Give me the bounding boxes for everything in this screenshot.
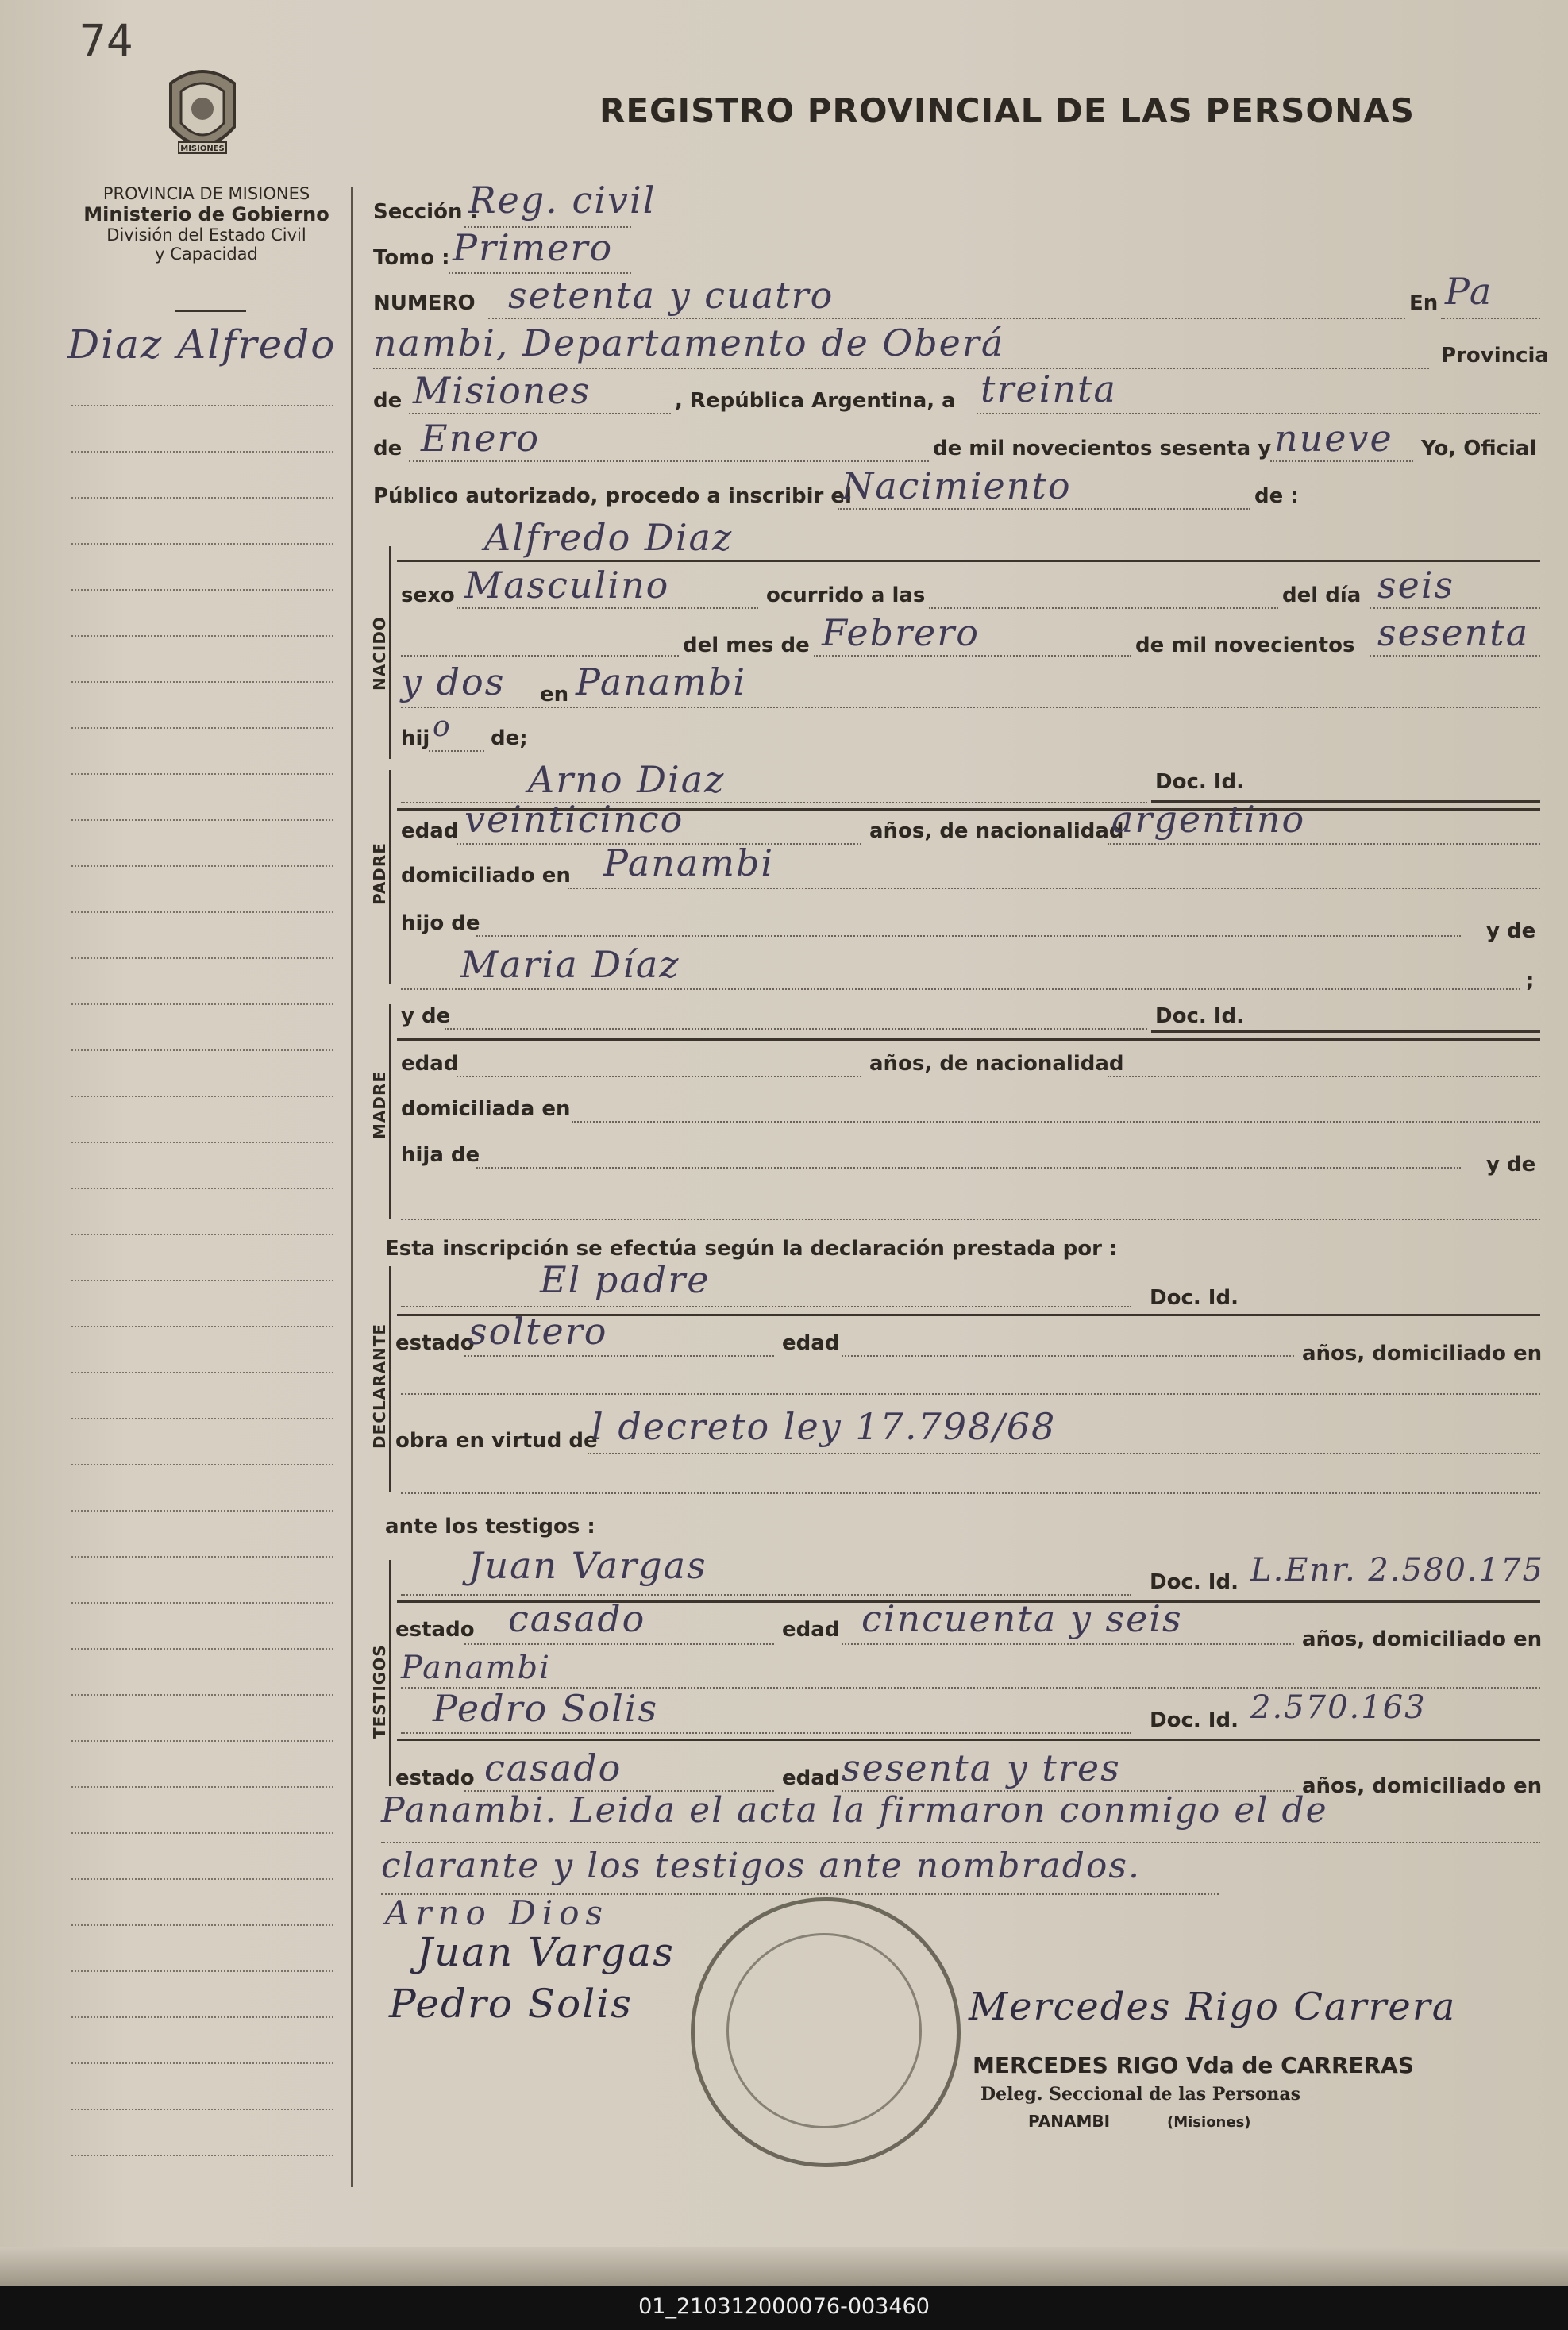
org-divider bbox=[175, 310, 246, 312]
rule bbox=[476, 1167, 1461, 1169]
footer-id: 01_210312000076-003460 bbox=[638, 2294, 930, 2319]
padre-bracket bbox=[389, 770, 391, 984]
margin-rule bbox=[71, 1049, 333, 1051]
hijo-label: hij bbox=[401, 726, 430, 750]
madre-hija-label: hija de bbox=[401, 1143, 480, 1167]
margin-rule bbox=[71, 1832, 333, 1834]
declarante-estado-value: soltero bbox=[468, 1310, 608, 1353]
nacido-section-label: NACIDO bbox=[370, 616, 389, 691]
column-divider bbox=[351, 187, 353, 2187]
margin-rule bbox=[71, 911, 333, 913]
padre-doc-label: Doc. Id. bbox=[1155, 770, 1244, 794]
del-mes-label: del mes de bbox=[683, 634, 810, 657]
crest-text: MISIONES bbox=[180, 144, 225, 153]
signature-testigo-2: Pedro Solis bbox=[389, 1981, 633, 2027]
de-label: de bbox=[373, 389, 403, 413]
margin-rule bbox=[71, 1326, 333, 1327]
margin-rule bbox=[71, 1142, 333, 1143]
margin-rule bbox=[71, 1740, 333, 1742]
rule bbox=[401, 1732, 1131, 1734]
rule bbox=[401, 1594, 1131, 1596]
anio-label: de mil novecientos sesenta y bbox=[933, 437, 1272, 460]
margin-rule bbox=[71, 865, 333, 867]
margin-rule bbox=[71, 1786, 333, 1788]
acto-value: Nacimiento bbox=[842, 464, 1072, 507]
margin-rule bbox=[71, 1280, 333, 1281]
tomo-label: Tomo : bbox=[373, 246, 450, 270]
margin-rule bbox=[71, 773, 333, 775]
rule bbox=[401, 1393, 1540, 1395]
rule bbox=[1151, 1030, 1540, 1033]
closing-line-1: Panambi. Leida el acta la firmaron conmigo el de bbox=[381, 1790, 1328, 1831]
declarante-bracket bbox=[389, 1266, 391, 1492]
padre-hijo-label: hijo de bbox=[401, 911, 480, 935]
publico-label: Público autorizado, procedo a inscribir el bbox=[373, 484, 852, 508]
margin-rule bbox=[71, 497, 333, 499]
del-dia-label: del día bbox=[1282, 583, 1362, 607]
provincial-crest-icon bbox=[159, 60, 246, 167]
rule bbox=[401, 1492, 1540, 1494]
margin-rule bbox=[71, 1878, 333, 1880]
signature-testigo-1: Juan Vargas bbox=[417, 1929, 675, 1975]
margin-rule bbox=[71, 2016, 333, 2018]
official-round-seal bbox=[691, 1897, 961, 2167]
padre-section-label: PADRE bbox=[370, 842, 389, 905]
rule bbox=[401, 655, 679, 657]
padre-madre-nombre: Maria Díaz bbox=[460, 943, 680, 986]
seccion-label: Sección : bbox=[373, 200, 478, 224]
margin-rule bbox=[71, 2062, 333, 2064]
rule bbox=[929, 607, 1278, 609]
seccion-value: Reg. civil bbox=[468, 179, 657, 221]
seal-inner-ring bbox=[726, 1933, 922, 2128]
rule bbox=[977, 413, 1540, 414]
margin-rule bbox=[71, 405, 333, 406]
closing-line-2: clarante y los testigos ante nombrados. bbox=[381, 1846, 1141, 1886]
rule bbox=[381, 1842, 1540, 1843]
testigos-bracket bbox=[389, 1560, 391, 1786]
margin-rule bbox=[71, 1602, 333, 1604]
mes-value: Enero bbox=[421, 417, 541, 460]
sexo-value: Masculino bbox=[464, 564, 670, 607]
rule bbox=[1370, 655, 1540, 657]
sexo-label: sexo bbox=[401, 583, 455, 607]
rule bbox=[568, 888, 1540, 889]
margin-rule bbox=[71, 819, 333, 821]
rule bbox=[401, 988, 1520, 990]
padre-nac-label: años, de nacionalidad bbox=[869, 819, 1124, 843]
rule bbox=[1370, 607, 1540, 609]
rule bbox=[429, 750, 484, 752]
rule bbox=[397, 1739, 1540, 1741]
testigos-section-label: TESTIGOS bbox=[370, 1644, 389, 1739]
padre-edad-label: edad bbox=[401, 819, 459, 843]
declarante-doc-label: Doc. Id. bbox=[1150, 1286, 1239, 1310]
official-place: PANAMBI bbox=[1028, 2112, 1111, 2131]
margin-rule bbox=[71, 1418, 333, 1419]
ocurrido-label: ocurrido a las bbox=[766, 583, 926, 607]
t1-nombre: Juan Vargas bbox=[468, 1544, 707, 1587]
oficial-label: Yo, Oficial bbox=[1421, 437, 1537, 460]
rule bbox=[1108, 1076, 1540, 1077]
margin-rule bbox=[71, 451, 333, 453]
margin-rule bbox=[71, 1510, 333, 1512]
t1-estado-value: casado bbox=[508, 1597, 646, 1640]
anio-value: sesenta bbox=[1377, 611, 1530, 654]
hijo-value: o bbox=[433, 711, 452, 743]
provincia-label: Provincia bbox=[1441, 344, 1549, 368]
padre-nac-value: argentino bbox=[1111, 798, 1306, 841]
org-line-3: División del Estado Civil bbox=[106, 225, 306, 245]
official-signature: Mercedes Rigo Carrera bbox=[969, 1985, 1457, 2029]
margin-rule bbox=[71, 681, 333, 683]
rule bbox=[401, 1219, 1540, 1220]
mes-value: Febrero bbox=[822, 611, 980, 654]
official-title: Deleg. Seccional de las Personas bbox=[980, 2084, 1301, 2105]
t2-estado-label: estado bbox=[395, 1766, 475, 1790]
t1-dom-value: Panambi bbox=[401, 1650, 551, 1686]
madre-nac-label: años, de nacionalidad bbox=[869, 1052, 1124, 1076]
rule bbox=[457, 607, 758, 609]
en-label: en bbox=[540, 683, 569, 707]
margin-rule bbox=[71, 1556, 333, 1558]
anio-cont: y dos bbox=[401, 660, 506, 703]
rule bbox=[1108, 843, 1540, 845]
margin-rule bbox=[71, 1003, 333, 1005]
t2-edad-label: edad bbox=[782, 1766, 840, 1790]
declarante-edad-label: edad bbox=[782, 1331, 840, 1355]
rule bbox=[838, 508, 1250, 510]
t2-doc-label: Doc. Id. bbox=[1150, 1708, 1239, 1732]
org-block bbox=[48, 184, 365, 264]
anio-value: nueve bbox=[1274, 417, 1393, 460]
madre-dom-label: domiciliada en bbox=[401, 1097, 571, 1121]
margin-rule bbox=[71, 957, 333, 959]
padre-dom-label: domiciliado en bbox=[401, 864, 571, 888]
padre-y-de: y de bbox=[1486, 919, 1536, 943]
t1-edad-label: edad bbox=[782, 1618, 840, 1642]
madre-y-de: y de bbox=[401, 1004, 451, 1028]
official-province: (Misiones) bbox=[1167, 2114, 1251, 2131]
rule bbox=[1441, 318, 1540, 319]
madre-y-de-2: y de bbox=[1486, 1153, 1536, 1177]
rule bbox=[842, 1643, 1294, 1645]
de-label-2: de bbox=[373, 437, 403, 460]
nacido-nombre: Alfredo Diaz bbox=[484, 516, 734, 559]
rule bbox=[476, 935, 1461, 937]
nacido-bracket bbox=[389, 546, 391, 759]
numero-label: NUMERO bbox=[373, 291, 476, 315]
rule bbox=[464, 1643, 774, 1645]
declarante-estado-label: estado bbox=[395, 1331, 475, 1355]
page-number: 74 bbox=[79, 16, 133, 67]
t1-edad-value: cincuenta y seis bbox=[861, 1597, 1183, 1640]
madre-section-label: MADRE bbox=[370, 1070, 389, 1139]
en-value: Pa bbox=[1445, 270, 1493, 313]
official-name: MERCEDES RIGO Vda de CARRERAS bbox=[973, 2052, 1415, 2078]
t1-doc-label: Doc. Id. bbox=[1150, 1570, 1239, 1594]
margin-rule bbox=[71, 543, 333, 545]
margin-rule bbox=[71, 1694, 333, 1696]
binding-edge bbox=[0, 2247, 1568, 2286]
obra-label: obra en virtud de bbox=[395, 1429, 598, 1453]
rule bbox=[401, 1306, 1131, 1307]
rule bbox=[397, 1038, 1540, 1041]
t2-anos-label: años, domiciliado en bbox=[1302, 1774, 1543, 1798]
hijo-de-label: de; bbox=[491, 726, 528, 750]
margin-rule bbox=[71, 1188, 333, 1189]
rule bbox=[409, 460, 929, 462]
org-line-1: PROVINCIA DE MISIONES bbox=[102, 184, 310, 203]
provincia-value: Misiones bbox=[413, 369, 591, 412]
line2-value: nambi, Departamento de Oberá bbox=[373, 322, 1005, 364]
margin-rule bbox=[71, 1970, 333, 1972]
declarante-nombre: El padre bbox=[540, 1258, 711, 1301]
rule bbox=[464, 1355, 774, 1357]
mil-label: de mil novecientos bbox=[1135, 634, 1355, 657]
margin-rule bbox=[71, 1234, 333, 1235]
dia-value: treinta bbox=[980, 368, 1117, 410]
t2-estado-value: casado bbox=[484, 1747, 622, 1789]
padre-edad-value: veinticinco bbox=[464, 798, 684, 841]
padre-semicolon: ; bbox=[1526, 969, 1535, 992]
margin-rule bbox=[71, 1464, 333, 1465]
declaracion-intro: Esta inscripción se efectúa según la declaración prestada por : bbox=[385, 1237, 1118, 1261]
de-colon-label: de : bbox=[1254, 484, 1299, 508]
margin-rule bbox=[71, 2155, 333, 2156]
t2-doc-value: 2.570.163 bbox=[1250, 1689, 1427, 1726]
margin-rule bbox=[71, 635, 333, 637]
margin-rule bbox=[71, 1372, 333, 1373]
lugar-value: Panambi bbox=[576, 660, 747, 703]
t1-doc-value: L.Enr. 2.580.175 bbox=[1250, 1552, 1544, 1589]
republica-label: , República Argentina, a bbox=[675, 389, 956, 413]
margin-rule bbox=[71, 1648, 333, 1650]
margin-rule bbox=[71, 2109, 333, 2110]
madre-edad-label: edad bbox=[401, 1052, 459, 1076]
t1-estado-label: estado bbox=[395, 1618, 475, 1642]
signature-declarante: Arno Dios bbox=[385, 1893, 610, 1932]
padre-nombre: Arno Diaz bbox=[528, 758, 726, 801]
rule bbox=[814, 655, 1131, 657]
margin-note: Diaz Alfredo bbox=[67, 322, 337, 368]
padre-dom-value: Panambi bbox=[603, 841, 775, 884]
testigos-intro: ante los testigos : bbox=[385, 1515, 595, 1539]
margin-rule bbox=[71, 1924, 333, 1926]
rule bbox=[397, 560, 1540, 562]
org-line-2: Ministerio de Gobierno bbox=[83, 203, 329, 225]
margin-rule bbox=[71, 1096, 333, 1097]
madre-bracket bbox=[389, 1004, 391, 1219]
rule bbox=[842, 1355, 1294, 1357]
rule bbox=[588, 1453, 1540, 1454]
org-line-4: y Capacidad bbox=[155, 245, 258, 264]
margin-rule bbox=[71, 727, 333, 729]
t1-anos-label: años, domiciliado en bbox=[1302, 1627, 1543, 1651]
t2-nombre: Pedro Solis bbox=[433, 1687, 659, 1730]
t2-edad-value: sesenta y tres bbox=[842, 1747, 1121, 1789]
numero-value: setenta y cuatro bbox=[508, 274, 834, 317]
declarante-section-label: DECLARANTE bbox=[370, 1323, 389, 1449]
margin-rule bbox=[71, 589, 333, 591]
rule bbox=[1270, 460, 1413, 462]
rule bbox=[488, 318, 1405, 319]
rule bbox=[445, 1028, 1147, 1030]
en-label: En bbox=[1409, 291, 1439, 315]
tomo-value: Primero bbox=[453, 226, 614, 269]
madre-doc-label: Doc. Id. bbox=[1155, 1004, 1244, 1028]
rule bbox=[572, 1121, 1540, 1123]
dia-value: seis bbox=[1377, 564, 1455, 607]
rule bbox=[409, 413, 671, 414]
page-title: REGISTRO PROVINCIAL DE LAS PERSONAS bbox=[599, 91, 1416, 130]
rule bbox=[457, 1076, 861, 1077]
footer-bar bbox=[0, 2286, 1568, 2330]
rule bbox=[401, 707, 1540, 708]
declarante-anos-label: años, domiciliado en bbox=[1302, 1342, 1543, 1365]
obra-value: l decreto ley 17.798/68 bbox=[591, 1405, 1057, 1448]
